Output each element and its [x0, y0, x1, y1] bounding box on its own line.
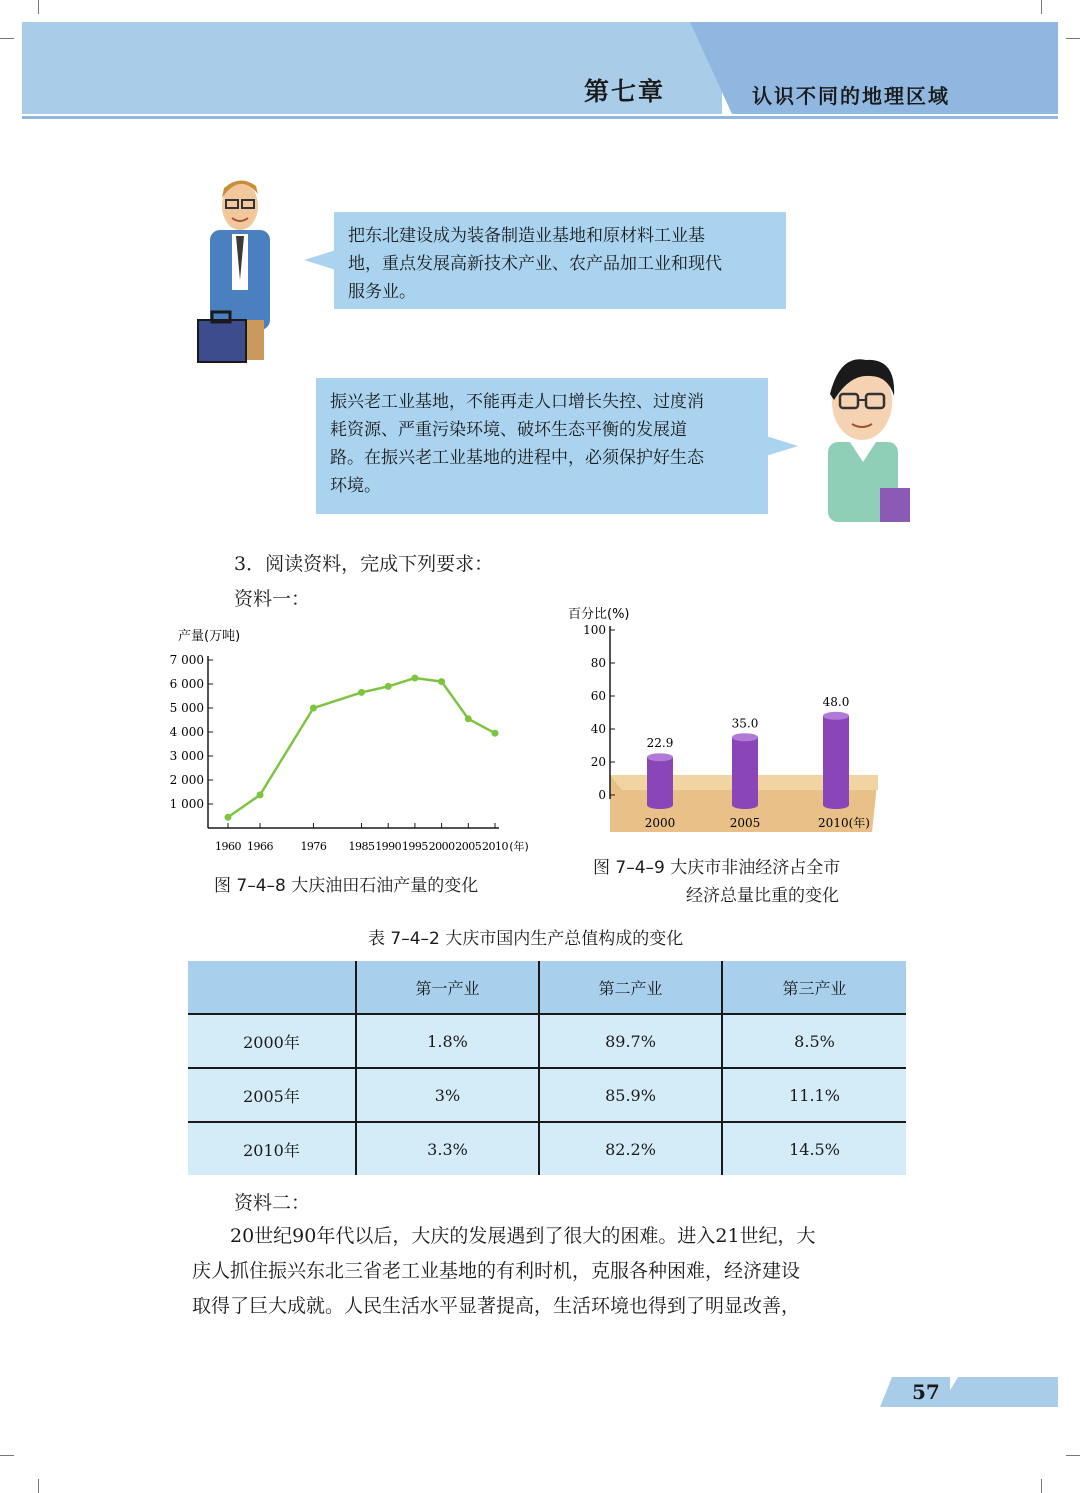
material-two-paragraph: [192, 1219, 912, 1324]
table-row: [188, 1068, 906, 1122]
oil-production-line-chart: [150, 620, 560, 865]
data-point: [492, 730, 499, 737]
paragraph-line: 20世纪90年代以后，大庆的发展遇到了很大的困难。进入21世纪，大: [230, 1225, 816, 1247]
y-tick-label: 5 000: [169, 701, 204, 715]
table-cell: 1.8%: [356, 1014, 539, 1068]
bar-chart-caption-line2: 经济总量比重的变化: [686, 886, 839, 906]
data-point: [257, 791, 264, 798]
table-cell: 3.3%: [356, 1122, 539, 1175]
y-tick-label: 60: [590, 689, 606, 703]
table-cell: 8.5%: [722, 1014, 906, 1068]
speech-bubble-businessman: [334, 212, 786, 309]
x-tick-label: 1960: [215, 840, 241, 853]
speech-bubble-tail: [304, 250, 336, 270]
bar-chart-caption-line1: 图 7–4–9 大庆市非油经济占全市: [593, 858, 841, 878]
y-axis-title: 产量(万吨): [178, 629, 241, 644]
y-tick-label: 0: [598, 788, 606, 802]
paragraph-line: 庆人抓住振兴东北三省老工业基地的有利时机，克服各种困难，经济建设: [192, 1260, 801, 1282]
speech-bubble-scholar: [316, 378, 768, 514]
y-tick-label: 40: [590, 722, 606, 736]
bar-bottom: [732, 801, 758, 809]
data-point: [358, 689, 365, 696]
chapter-title: 第七章: [584, 77, 666, 106]
y-tick-label: 3 000: [169, 749, 204, 763]
bubble-line: 服务业。: [348, 282, 416, 302]
table-title: 表 7–4–2 大庆市国内生产总值构成的变化: [368, 929, 684, 949]
bar-value-label: 22.9: [646, 736, 674, 751]
data-point: [310, 705, 317, 712]
question-text: 3．阅读资料，完成下列要求：: [234, 553, 494, 575]
table-cell: 2000年: [188, 1014, 356, 1068]
table-header-cell: 第三产业: [722, 961, 906, 1014]
bar-bottom: [647, 801, 673, 809]
bubble-line: 耗资源、严重污染环境、破坏生态平衡的发展道: [330, 420, 687, 440]
bar-cap: [732, 733, 758, 741]
table-cell: 82.2%: [539, 1122, 722, 1175]
y-axis-title: 百分比(%): [568, 607, 630, 622]
data-point: [385, 683, 392, 690]
table-row: [188, 1122, 906, 1175]
x-tick-label: 1990: [375, 840, 402, 853]
speech-bubble-tail: [766, 436, 798, 456]
y-tick-label: 100: [583, 623, 606, 637]
x-tick-label: 2000: [428, 840, 455, 853]
non-oil-economy-bar-chart: [560, 600, 890, 835]
bubble-line: 环境。: [330, 476, 381, 496]
x-tick-label: 1985: [348, 840, 375, 853]
header-rule: [22, 116, 1058, 119]
bar-cap: [823, 712, 849, 720]
gdp-composition-table: [188, 961, 906, 1175]
x-tick-label: 1966: [247, 840, 274, 853]
x-tick-label: 2005: [729, 816, 761, 830]
table-cell: 3%: [356, 1068, 539, 1122]
page-number: 57: [912, 1380, 940, 1404]
table-cell: 11.1%: [722, 1068, 906, 1122]
bubble-line: 把东北建设成为装备制造业基地和原材料工业基: [348, 226, 705, 246]
bar-2005: [732, 737, 758, 805]
x-tick-label: 1976: [300, 840, 327, 853]
x-tick-label: 2010: [482, 840, 508, 853]
table-cell: 85.9%: [539, 1068, 722, 1122]
bar-value-label: 48.0: [822, 694, 850, 709]
y-tick-label: 2 000: [169, 773, 204, 787]
scholar-illustration: [810, 350, 920, 530]
bar-cap: [647, 753, 673, 761]
table-cell: 2005年: [188, 1068, 356, 1122]
data-point: [225, 814, 232, 821]
oil-production-series-line: [228, 678, 495, 817]
bubble-line: 地，重点发展高新技术产业、农产品加工业和现代: [348, 254, 722, 274]
x-tick-label: 1995: [401, 840, 428, 853]
table-row: [188, 1014, 906, 1068]
bar-value-label: 35.0: [731, 716, 759, 731]
paragraph-line: 取得了巨大成就。人民生活水平显著提高，生活环境也得到了明显改善，: [192, 1295, 801, 1317]
page-number-band: [940, 1377, 1058, 1407]
data-point: [438, 678, 445, 685]
y-tick-label: 7 000: [169, 653, 204, 667]
y-tick-label: 1 000: [169, 797, 204, 811]
bar-bottom: [823, 801, 849, 809]
bar-2010: [823, 716, 849, 805]
line-chart-caption: 图 7–4–8 大庆油田石油产量的变化: [214, 876, 479, 896]
x-tick-label: 2010(年): [818, 816, 870, 830]
bar-2000: [647, 757, 673, 805]
material-one-label: 资料一：: [234, 588, 311, 610]
data-point: [465, 715, 472, 722]
bubble-line: 振兴老工业基地，不能再走人口增长失控、过度消: [330, 392, 704, 412]
data-point: [411, 675, 418, 682]
table-header-cell: 第二产业: [539, 961, 722, 1014]
table-cell: 2010年: [188, 1122, 356, 1175]
bubble-line: 路。在振兴老工业基地的进程中，必须保护好生态: [330, 448, 704, 468]
table-header-row: [188, 961, 906, 1014]
y-tick-label: 20: [590, 755, 606, 769]
table-cell: 14.5%: [722, 1122, 906, 1175]
x-tick-label: 2005: [455, 840, 482, 853]
y-tick-label: 4 000: [169, 725, 204, 739]
x-axis-title: (年): [509, 840, 529, 853]
table-header-cell: [188, 961, 356, 1014]
chapter-subtitle: 认识不同的地理区域: [752, 84, 950, 108]
table-header-cell: 第一产业: [356, 961, 539, 1014]
businessman-illustration: [190, 170, 300, 370]
x-tick-label: 2000: [644, 816, 676, 830]
material-two-label: 资料二：: [234, 1192, 311, 1214]
y-tick-label: 80: [590, 656, 606, 670]
y-tick-label: 6 000: [169, 677, 204, 691]
table-cell: 89.7%: [539, 1014, 722, 1068]
